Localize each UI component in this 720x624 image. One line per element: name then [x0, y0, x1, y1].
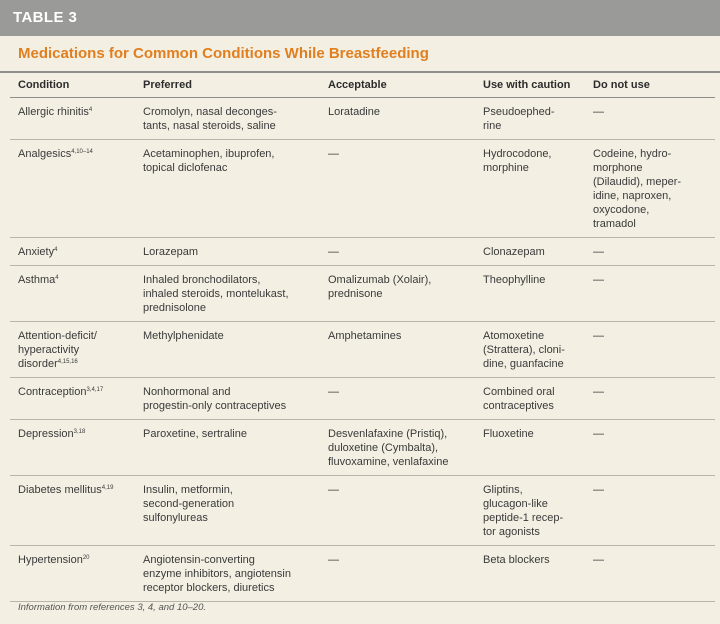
- do-not-use-cell: —: [585, 546, 715, 602]
- preferred-cell: Lorazepam: [135, 238, 320, 266]
- use-with-caution-cell: Combined oral contraceptives: [475, 378, 585, 420]
- do-not-use-cell: —: [585, 420, 715, 476]
- table-row: [10, 476, 715, 546]
- condition-name: Anxiety: [18, 246, 55, 258]
- column-header: Preferred: [135, 73, 320, 98]
- table-row: [10, 322, 715, 378]
- acceptable-cell: Desvenlafaxine (Pristiq), duloxetine (Cymbalta), fluvoxamine, venlafaxine: [320, 420, 475, 476]
- use-with-caution-cell: Theophylline: [475, 266, 585, 322]
- reference-superscript: 4,15,16: [57, 359, 78, 365]
- condition-cell: [10, 266, 135, 322]
- reference-superscript: 4: [88, 107, 93, 113]
- acceptable-cell: —: [320, 476, 475, 546]
- condition-name: Diabetes mellitus: [18, 484, 102, 496]
- table-row: [10, 546, 715, 602]
- do-not-use-cell: —: [585, 476, 715, 546]
- table-row: [10, 238, 715, 266]
- reference-superscript: 3,4,17: [86, 387, 104, 393]
- table-row: [10, 266, 715, 322]
- table-body: [10, 98, 715, 602]
- table-panel: [0, 36, 720, 624]
- column-header: Acceptable: [320, 73, 475, 98]
- table-title: Medications for Common Conditions While Breastfeeding: [18, 45, 429, 62]
- preferred-cell: Insulin, metformin, second-generation sulfonylureas: [135, 476, 320, 546]
- do-not-use-cell: —: [585, 238, 715, 266]
- acceptable-cell: Omalizumab (Xolair), prednisone: [320, 266, 475, 322]
- condition-name: Allergic rhinitis: [18, 106, 89, 118]
- condition-cell: [10, 238, 135, 266]
- table-row: [10, 420, 715, 476]
- footnote: Information from references 3, 4, and 10–20.: [18, 602, 206, 613]
- condition-cell: [10, 378, 135, 420]
- column-header: Use with caution: [475, 73, 585, 98]
- condition-cell: [10, 98, 135, 140]
- preferred-cell: Paroxetine, sertraline: [135, 420, 320, 476]
- reference-superscript: 4,10–14: [71, 149, 93, 155]
- condition-name: Depression: [18, 428, 74, 440]
- acceptable-cell: Loratadine: [320, 98, 475, 140]
- acceptable-cell: —: [320, 140, 475, 238]
- do-not-use-cell: —: [585, 322, 715, 378]
- use-with-caution-cell: Pseudoephed- rine: [475, 98, 585, 140]
- do-not-use-cell: —: [585, 266, 715, 322]
- reference-superscript: 3,18: [73, 429, 86, 435]
- column-header: Do not use: [585, 73, 715, 98]
- table-row: [10, 140, 715, 238]
- header-row: [10, 73, 715, 98]
- preferred-cell: Inhaled bronchodilators, inhaled steroids, montelukast, prednisolone: [135, 266, 320, 322]
- reference-superscript: 4: [54, 247, 58, 253]
- table-label: TABLE 3: [0, 0, 720, 36]
- preferred-cell: Acetaminophen, ibuprofen, topical diclofenac: [135, 140, 320, 238]
- use-with-caution-cell: Hydrocodone, morphine: [475, 140, 585, 238]
- condition-name: Analgesics: [18, 148, 72, 160]
- acceptable-cell: —: [320, 546, 475, 602]
- condition-cell: [10, 546, 135, 602]
- condition-cell: [10, 420, 135, 476]
- condition-name: Asthma: [18, 274, 56, 286]
- do-not-use-cell: Codeine, hydro- morphone (Dilaudid), meper- idine, naproxen, oxycodone, tramadol: [585, 140, 715, 238]
- preferred-cell: Methylphenidate: [135, 322, 320, 378]
- reference-superscript: 20: [82, 555, 90, 561]
- preferred-cell: Cromolyn, nasal deconges- tants, nasal steroids, saline: [135, 98, 320, 140]
- do-not-use-cell: —: [585, 378, 715, 420]
- table-row: [10, 98, 715, 140]
- preferred-cell: Nonhormonal and progestin-only contraceptives: [135, 378, 320, 420]
- use-with-caution-cell: Atomoxetine (Strattera), cloni- dine, guanfacine: [475, 322, 585, 378]
- reference-superscript: 4: [55, 275, 59, 281]
- preferred-cell: Angiotensin-converting enzyme inhibitors, angiotensin receptor blockers, diuretics: [135, 546, 320, 602]
- use-with-caution-cell: Beta blockers: [475, 546, 585, 602]
- acceptable-cell: —: [320, 238, 475, 266]
- table-row: [10, 378, 715, 420]
- condition-name: Contraception: [18, 386, 87, 398]
- acceptable-cell: —: [320, 378, 475, 420]
- do-not-use-cell: —: [585, 98, 715, 140]
- reference-superscript: 4,19: [101, 485, 114, 491]
- condition-cell: [10, 140, 135, 238]
- condition-cell: [10, 322, 135, 378]
- condition-cell: [10, 476, 135, 546]
- use-with-caution-cell: Fluoxetine: [475, 420, 585, 476]
- medications-table: [10, 73, 715, 602]
- condition-name: Hypertension: [18, 554, 83, 566]
- acceptable-cell: Amphetamines: [320, 322, 475, 378]
- column-header: Condition: [10, 73, 135, 98]
- use-with-caution-cell: Clonazepam: [475, 238, 585, 266]
- condition-name: Attention-deficit/ hyperactivity disorder: [18, 330, 97, 370]
- use-with-caution-cell: Gliptins, glucagon-like peptide-1 recep- tor agonists: [475, 476, 585, 546]
